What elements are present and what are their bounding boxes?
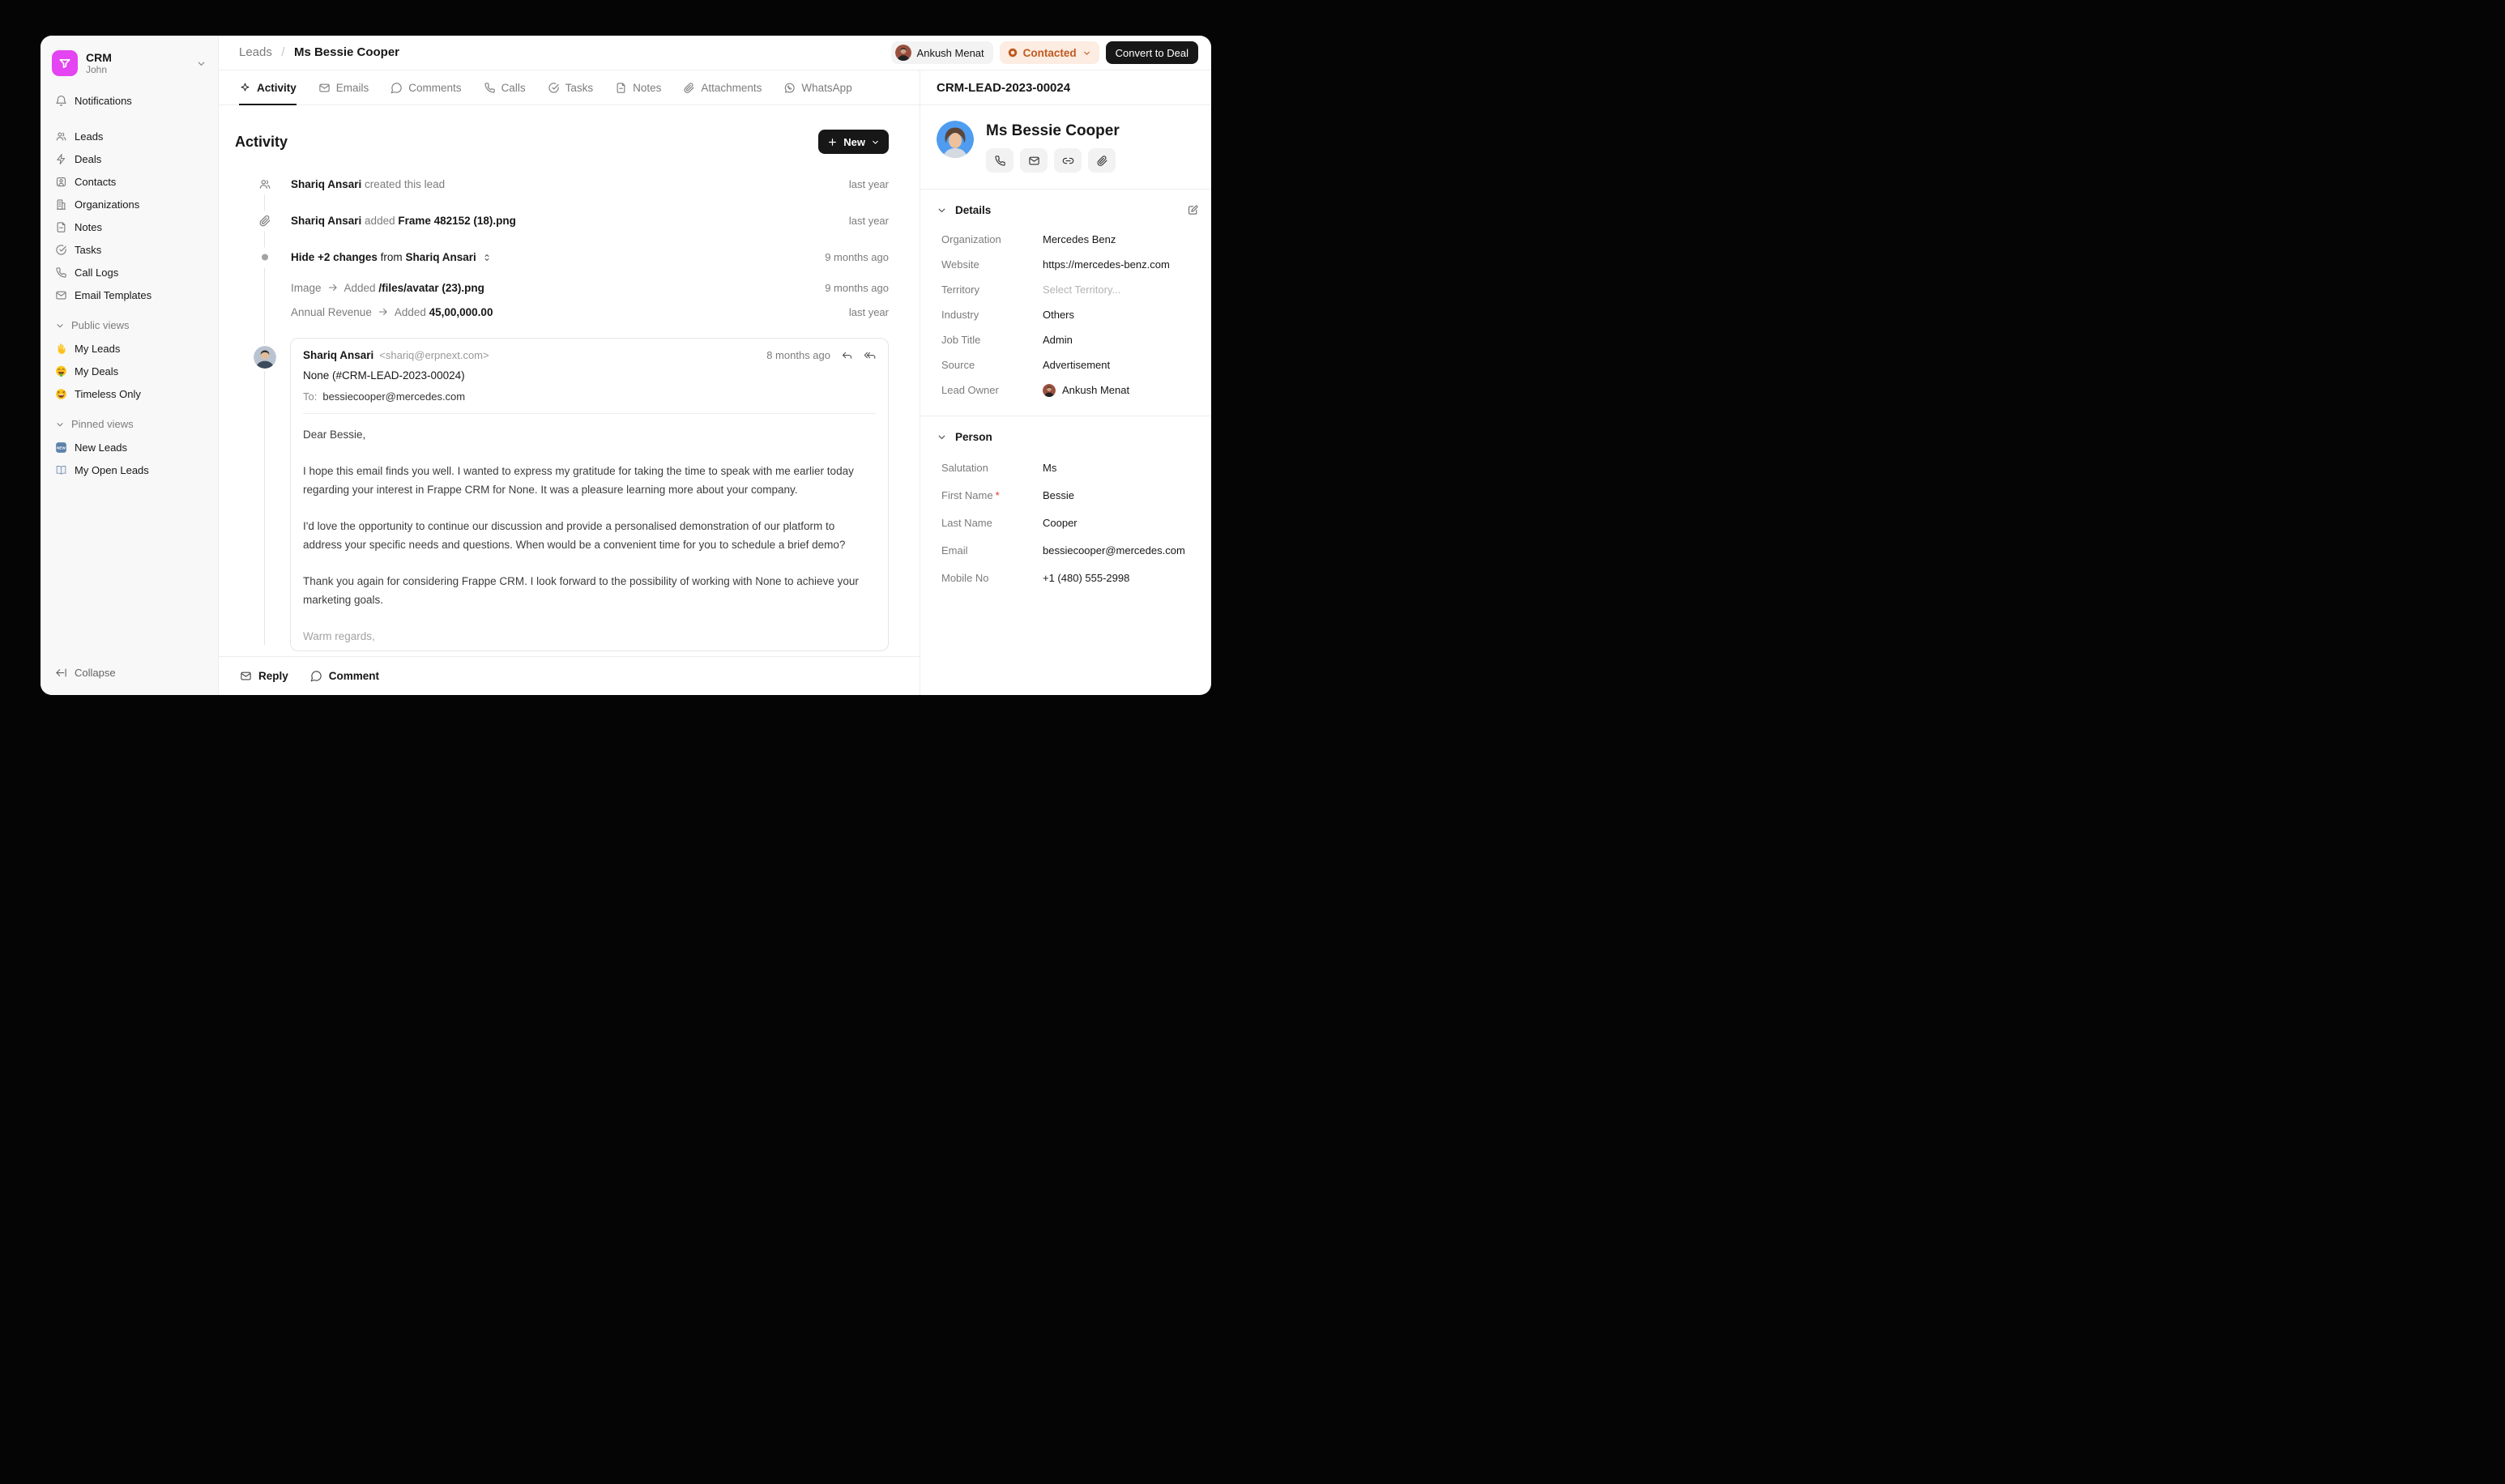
breadcrumb-separator: /: [281, 45, 285, 59]
file-icon: [615, 82, 627, 94]
field-label: First Name *: [941, 488, 1000, 501]
sidebar-item-label: Leads: [75, 130, 104, 143]
sidebar-item-new-leads[interactable]: [49, 436, 210, 458]
feed-timestamp: last year: [848, 305, 889, 318]
sidebar-item-label: New Leads: [75, 441, 128, 454]
collapse-button[interactable]: [49, 661, 210, 684]
paperclip-icon: [258, 211, 271, 231]
workspace-user: John: [86, 63, 108, 75]
activity-feed-scroll[interactable]: [219, 105, 920, 656]
sidebar-item-my-deals[interactable]: [49, 360, 210, 382]
sidebar-item-my-leads[interactable]: [49, 337, 210, 360]
section-person: [920, 416, 1211, 604]
chevron-down-icon: [196, 58, 207, 69]
field-row-mobile-no: [937, 564, 1198, 591]
sidebar-item-label: Timeless Only: [75, 387, 141, 400]
mail-icon: [1028, 155, 1040, 167]
new-activity-button[interactable]: New: [818, 130, 889, 154]
rock-hand-icon: [55, 343, 67, 355]
tab-comments[interactable]: Comments: [390, 70, 461, 104]
tab-activity[interactable]: Activity: [239, 70, 297, 104]
field-label: Lead Owner: [941, 384, 999, 396]
status-label: Contacted: [1022, 46, 1077, 59]
email-body: Dear Bessie, I hope this email finds you well. I wanted to express my gratitude for taking the time to speak with me earlier today regarding your interest in Frappe CRM for None. It was a pleasure learning more about your company. I'd love the opportunity to continue our discussion and provide a personalised demonstration of our platform to address your specific needs and questions. When would be a convenient time for you to schedule a brief demo? Thank you again for considering Frappe CRM. I look forward to the possibility of working with None to achieve your marketing goals. Warm regards,: [303, 425, 876, 646]
message-icon: [390, 82, 403, 94]
feed-timestamp: 9 months ago: [825, 281, 889, 294]
link-action-button[interactable]: [1054, 148, 1082, 173]
tab-attachments[interactable]: Attachments: [683, 70, 762, 104]
comment-icon: [310, 670, 322, 682]
open-book-icon: [55, 464, 67, 476]
section-header-pinned-views[interactable]: Pinned views: [55, 418, 203, 430]
field-label: Industry: [941, 309, 979, 321]
sidebar-item-timeless-only[interactable]: [49, 382, 210, 405]
field-row-industry: [937, 302, 1198, 327]
field-label: Mobile No: [941, 571, 989, 584]
email-to-label: To:: [303, 390, 318, 403]
sidebar-item-leads[interactable]: [49, 125, 210, 147]
required-asterisk: *: [995, 488, 1000, 501]
assignee-name: Ankush Menat: [916, 46, 984, 59]
field-label: Email: [941, 544, 968, 556]
field-value-salutation[interactable]: Ms: [1043, 461, 1057, 474]
field-value-job-title[interactable]: Admin: [1043, 334, 1073, 346]
activity-feed: [235, 166, 889, 651]
assignee-chip[interactable]: [891, 41, 993, 64]
sidebar-item-label: Notifications: [75, 94, 132, 107]
field-row-source: [937, 352, 1198, 377]
sidebar-item-notes[interactable]: [49, 215, 210, 238]
field-value-organization[interactable]: Mercedes Benz: [1043, 233, 1116, 245]
sidebar-nav: [49, 125, 210, 306]
field-row-lead-owner: [937, 377, 1198, 403]
sidebar-item-label: My Leads: [75, 342, 121, 355]
collapse-label: Collapse: [75, 666, 116, 679]
field-value-last-name[interactable]: Cooper: [1043, 516, 1078, 529]
sparkle-icon: [239, 82, 251, 94]
top-bar: [219, 36, 1211, 70]
sidebar-item-label: Organizations: [75, 198, 140, 211]
phone-icon: [484, 82, 496, 94]
field-value-industry[interactable]: Others: [1043, 309, 1075, 321]
bell-icon: [55, 95, 67, 107]
field-label: Salutation: [941, 461, 988, 474]
tab-emails[interactable]: Emails: [318, 70, 369, 104]
lead-status-dropdown[interactable]: [1000, 41, 1099, 64]
field-row-job-title: [937, 327, 1198, 352]
tab-tasks[interactable]: Tasks: [548, 70, 594, 104]
lead-avatar[interactable]: [937, 121, 974, 158]
users-icon: [258, 174, 271, 194]
field-value-mobile-no[interactable]: +1 (480) 555-2998: [1043, 571, 1130, 584]
plus-icon: [827, 137, 838, 147]
sidebar-item-email-templates[interactable]: [49, 284, 210, 306]
assignee-avatar: [895, 45, 911, 61]
paperclip-icon: [1096, 155, 1108, 167]
section-toggle-person[interactable]: Person: [937, 428, 1198, 446]
chevrons-up-down-icon[interactable]: [482, 253, 492, 262]
reply-button[interactable]: Reply: [240, 670, 288, 682]
feed-row: Annual Revenue Added 45,00,000.00 last year: [291, 305, 889, 318]
paperclip-action-button[interactable]: [1088, 148, 1116, 173]
sidebar-item-label: Email Templates: [75, 288, 152, 301]
phone-action-button[interactable]: [986, 148, 1014, 173]
mail-icon: [55, 289, 67, 301]
field-row-first-name: [937, 481, 1198, 509]
sidebar-item-contacts[interactable]: [49, 170, 210, 193]
email-subject: None (#CRM-LEAD-2023-00024): [303, 369, 465, 382]
section-header-public-views[interactable]: Public views: [55, 319, 203, 331]
feed-row[interactable]: Hide +2 changes from Shariq Ansari 9 months ago: [235, 239, 889, 275]
field-label: Source: [941, 359, 975, 371]
activity-title: Activity: [235, 133, 288, 150]
sidebar-item-label: My Open Leads: [75, 463, 149, 476]
field-row-email: [937, 536, 1198, 564]
composer-bar: [219, 656, 920, 695]
email-sender-name: Shariq Ansari: [303, 349, 374, 361]
field-value-lead-owner[interactable]: Ankush Menat: [1043, 384, 1198, 397]
chevron-down-icon: [55, 321, 65, 330]
phone-icon: [994, 155, 1006, 167]
status-ring-icon: [1008, 48, 1018, 58]
field-label: Last Name: [941, 516, 992, 529]
workspace-switcher[interactable]: [49, 44, 210, 89]
chevron-down-icon: [871, 138, 880, 147]
feed-timestamp: 9 months ago: [825, 251, 889, 263]
laugh-face-icon: [55, 388, 67, 400]
lead-details-panel: [920, 70, 1211, 695]
section-details: [920, 190, 1211, 416]
svg-text:NEW: NEW: [57, 445, 66, 450]
sidebar-item-tasks[interactable]: [49, 238, 210, 261]
sidebar-item-my-open-leads[interactable]: [49, 458, 210, 481]
convert-to-deal-button[interactable]: Convert to Deal: [1106, 41, 1198, 64]
field-label: Territory: [941, 284, 979, 296]
email-to-value: bessiecooper@mercedes.com: [322, 390, 466, 403]
owner-avatar: [1043, 384, 1056, 397]
sidebar-item-notifications[interactable]: [49, 89, 210, 112]
building-icon: [55, 198, 67, 211]
check-circle-icon: [55, 244, 67, 256]
lead-id: CRM-LEAD-2023-00024: [920, 70, 1211, 105]
field-value-first-name[interactable]: Bessie: [1043, 488, 1075, 501]
edit-icon[interactable]: [1188, 205, 1198, 215]
phone-icon: [55, 267, 67, 279]
tab-notes[interactable]: Notes: [615, 70, 661, 104]
section-toggle-details[interactable]: Details: [937, 201, 1198, 219]
sidebar-item-label: My Deals: [75, 365, 119, 377]
change-dot-icon: [258, 247, 271, 267]
chevron-down-icon: [1082, 49, 1091, 58]
field-value-source[interactable]: Advertisement: [1043, 359, 1111, 371]
money-face-icon: [55, 365, 67, 377]
sidebar: [41, 36, 219, 695]
field-label: Website: [941, 258, 979, 271]
arrow-left-from-line-icon: [55, 667, 67, 679]
sidebar-item-organizations[interactable]: [49, 193, 210, 215]
chevron-down-icon: [937, 205, 947, 215]
mail-icon: [318, 82, 331, 94]
sidebar-item-label: Contacts: [75, 175, 117, 188]
field-value-territory[interactable]: Select Territory...: [1043, 284, 1121, 296]
breadcrumb-current: Ms Bessie Cooper: [293, 45, 399, 59]
tab-calls[interactable]: Calls: [484, 70, 526, 104]
field-value-website[interactable]: https://mercedes-benz.com: [1043, 258, 1170, 271]
email-sender-avatar: [254, 346, 276, 369]
sidebar-item-deals[interactable]: [49, 147, 210, 170]
app-name: CRM: [86, 50, 112, 64]
chevron-down-icon: [55, 420, 65, 429]
main-area: [219, 36, 1211, 695]
feed-timestamp: last year: [848, 215, 889, 227]
comment-button[interactable]: Comment: [310, 670, 379, 682]
activity-column: [219, 70, 920, 695]
email-sender-address: <shariq@erpnext.com>: [379, 349, 489, 361]
feed-row: Shariq Ansari created this lead last year: [235, 166, 889, 203]
reply-all-icon[interactable]: [864, 349, 876, 361]
feed-row: Image Added /files/avatar (23).png 9 months ago: [291, 281, 889, 294]
breadcrumb-leads-link[interactable]: Leads: [239, 45, 272, 59]
sidebar-item-label: Deals: [75, 152, 102, 165]
field-label: Organization: [941, 233, 1001, 245]
email-closing: Warm regards,: [303, 630, 375, 642]
lead-name: Ms Bessie Cooper: [986, 122, 1120, 139]
paperclip-icon: [683, 82, 695, 94]
whatsapp-icon: [783, 82, 796, 94]
field-value-email[interactable]: bessiecooper@mercedes.com: [1043, 544, 1185, 556]
email-card[interactable]: [290, 338, 889, 651]
breadcrumb: [239, 45, 399, 60]
tab-bar: [219, 70, 920, 105]
new-badge-icon: [55, 441, 67, 454]
mail-icon: [240, 670, 252, 682]
email-timestamp: 8 months ago: [766, 349, 830, 361]
check-circle-icon: [548, 82, 560, 94]
chevron-down-icon: [937, 432, 947, 442]
field-label: Job Title: [941, 334, 981, 346]
crm-logo-icon: [52, 50, 78, 76]
link-icon: [1062, 155, 1074, 167]
sidebar-item-call-logs[interactable]: [49, 261, 210, 284]
email-activity: [235, 338, 889, 651]
field-row-salutation: [937, 454, 1198, 481]
tab-whatsapp[interactable]: WhatsApp: [783, 70, 851, 104]
sidebar-item-label: Notes: [75, 220, 102, 233]
file-icon: [55, 221, 67, 233]
sidebar-item-label: Call Logs: [75, 266, 119, 279]
sidebar-item-label: Tasks: [75, 243, 102, 256]
field-row-last-name: [937, 509, 1198, 536]
mail-action-button[interactable]: [1020, 148, 1048, 173]
reply-icon[interactable]: [841, 349, 853, 361]
lead-profile: [920, 105, 1211, 190]
feed-row: Shariq Ansari added Frame 482152 (18).png last year: [235, 203, 889, 239]
zap-icon: [55, 153, 67, 165]
app-window: [41, 36, 1211, 695]
arrow-right-icon: [327, 282, 339, 293]
field-row-website: [937, 252, 1198, 277]
field-row-organization: [937, 227, 1198, 252]
feed-timestamp: last year: [848, 178, 889, 190]
contact-icon: [55, 176, 67, 188]
arrow-right-icon: [378, 306, 389, 318]
users-icon: [55, 130, 67, 143]
field-row-territory: [937, 277, 1198, 302]
